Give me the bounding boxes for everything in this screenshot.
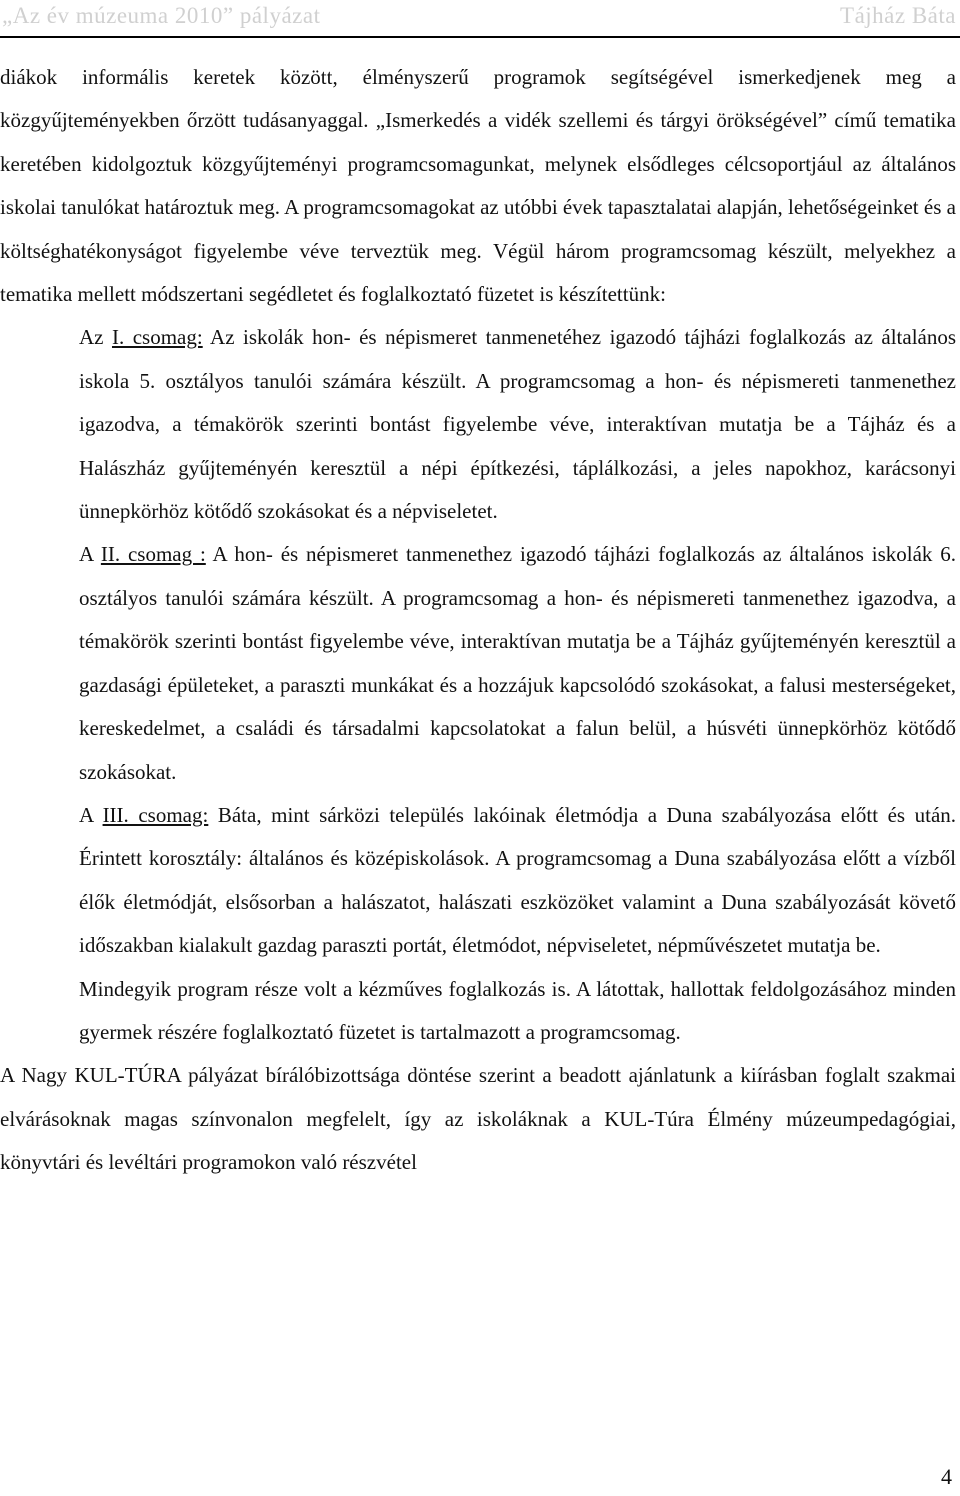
package-3-paragraph (79, 794, 956, 968)
package-1-prefix: Az (79, 325, 104, 350)
package-2-label: II. csomag : (100, 542, 206, 567)
header-rule (0, 36, 960, 38)
package-2-prefix: A (79, 542, 94, 567)
package-3-prefix: A (79, 802, 94, 827)
package-1-label: I. csomag: (111, 325, 203, 350)
package-3-text: Báta, mint sárközi település lakóinak életmódja a Duna szabályozása előtt és után. Érintett korosztály: általános és középiskolások. A programcsomag a Duna szabályozása előtt a vízből élők életmódját, elsősorban a halászatot, halászati eszközöket valamint a Duna szabályozását követő időszakban kialakult gazdag paraszti portát, életmódot, népviseletet, népművészetet mutatja be. (79, 802, 957, 958)
package-2-text: A hon- és népismeret tanmenethez igazodó tájházi foglalkozás az általános iskolák 6. osztályos tanulói számára készült. A programcsomag a hon- és népismereti tanmenethez igazodva, a témakörök szerinti bontást figyelembe véve, interaktívan mutatja be a Tájház gyűjteményén keresztül a gazdasági épületeket, a paraszti munkákat és a hozzájuk kapcsolódó szokásokat, a falusi mesterségeket, kereskedelmet, a családi és társadalmi kapcsolatokat a falun belül, a húsvéti ünnepkörhöz kötődő szokásokat. (79, 542, 957, 784)
header-institution: Tájház Báta (840, 3, 956, 28)
package-2-paragraph (79, 533, 956, 793)
crafts-paragraph: Mindegyik program része volt a kézműves foglalkozás is. A látottak, hallottak feldolgozásához minden gyermek részére foglalkoztató füzetet is tartalmazott a programcsomag. (79, 976, 956, 1044)
page-number: 4 (941, 1464, 952, 1489)
intro-paragraph: diákok informális keretek között, élményszerű programok segítségével ismerkedjenek meg a közgyűjteményekben őrzött tudásanyaggal. „Ismerkedés a vidék szellemi és tárgyi örökségével” című tematika keretében kidolgoztuk közgyűjteményi programcsomagunkat, melynek elsődleges célcsoportjául az általános iskolai tanulókat határoztuk meg. A programcsomagokat az utóbbi évek tapasztalatai alapján, lehetőségeinket és a költséghatékonyságot figyelembe véve terveztük meg. Végül három programcsomag készült, melyekhez a tematika mellett módszertani segédletet és foglalkoztató füzetet is készítettünk: (0, 65, 956, 307)
page-header (0, 0, 960, 36)
closing-paragraph: A Nagy KUL-TÚRA pályázat bírálóbizottsága döntése szerint a beadott ajánlatunk a kiírásban foglalt szakmai elvárásoknak magas színvonalon megfelelt, így az iskoláknak a KUL-Túra Élmény múzeumpedagógiai, könyvtári és levéltári programokon való részvétel (0, 1063, 956, 1175)
document-body (0, 56, 956, 1185)
header-title: „Az év múzeuma 2010” pályázat (2, 3, 321, 28)
package-3-label: III. csomag: (102, 802, 209, 827)
package-1-text: Az iskolák hon- és népismeret tanmenetéhez igazodó tájházi foglalkozás az általános iskola 5. osztályos tanulói számára készült. A programcsomag a hon- és népismereti tanmenethez igazodva, a témakörök szerinti bontást figyelembe véve, interaktívan mutatja be a Tájház és a Halászház gyűjteményén keresztül a népi építkezési, táplálkozási, a jeles napokhoz, karácsonyi ünnepkörhöz kötődő szokásokat és a népviseletet. (79, 325, 957, 524)
package-1-paragraph (79, 316, 956, 533)
